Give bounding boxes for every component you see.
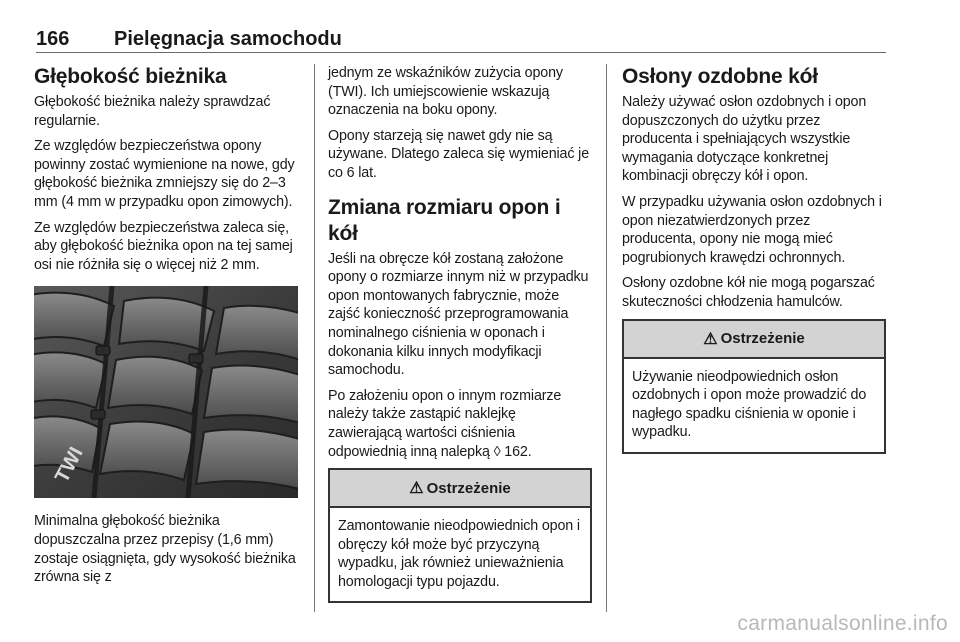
column-divider-2	[606, 64, 607, 612]
warning-title: Ostrzeżenie	[720, 330, 805, 348]
paragraph: Należy używać osłon ozdobnych i opon dopuszczonych do użytku przez producenta i spełniających wszystkie wymagania dotyczące konkretnej kombinacji obręczy kół i opon.	[622, 94, 867, 185]
warning-header	[330, 470, 590, 508]
warning-body	[330, 508, 590, 601]
column-2	[328, 64, 592, 603]
paragraph: Minimalna głębokość bieżnika dopuszczalna przez przepisy (1,6 mm) zostaje osiągnięta, gdy wysokość bieżnika zrówna się z	[34, 513, 296, 586]
warning-triangle-icon: ⚠	[703, 330, 718, 348]
paragraph: Po założeniu opon o innym rozmiarze należy także zastąpić naklejkę zawierającą wartości ciśnienia odpowiednią inną nalepką ◊ 162.	[328, 387, 562, 460]
warning-triangle-icon: ⚠	[409, 480, 424, 498]
page-header	[36, 28, 886, 53]
warning-box	[622, 319, 886, 454]
warning-header	[624, 321, 884, 359]
warning-text: Używanie nieodpowiednich osłon ozdobnych i opon może prowadzić do nagłego spadku ciśnienia w oponie i wypadku.	[632, 368, 867, 441]
paragraph: Ze względów bezpieczeństwa zaleca się, aby głębokość bieżnika opon na tej samej osi nie różniła się o więcej niż 2 mm.	[34, 219, 293, 273]
paragraph: Ze względów bezpieczeństwa opony powinny zostać wymienione na nowe, gdy głębokość bieżnika zmniejszy się do 2–3 mm (4 mm w przypadku opon zimowych).	[34, 138, 295, 210]
page-number: 166	[36, 28, 70, 50]
twi-marking: TWI	[51, 443, 88, 487]
warning-text: Zamontowanie nieodpowiednich opon i obręczy kół może być przyczyną wypadku, jak również unieważnienia homologacji typu pojazdu.	[338, 518, 580, 590]
tyre-tread-illustration	[34, 286, 298, 498]
paragraph: Jeśli na obręcze kół zostaną założone opony o rozmiarze innym niż w przypadku opon montowanych fabrycznie, może zajść konieczność przeprogramowania nominalnego ciśnienia w oponach i dokonania kilku innych modyfikacji samochodu.	[328, 250, 589, 379]
paragraph: Opony starzeją się nawet gdy nie są używane. Dlatego zaleca się wymieniać je co 6 lat.	[328, 127, 590, 181]
paragraph: W przypadku używania osłon ozdobnych i opon niezatwierdzonych przez producenta, opony nie mogą mieć pogrubionych krawędzi ochronnych.	[622, 193, 882, 266]
section-heading-tread-depth: Głębokość bieżnika	[34, 65, 227, 88]
column-divider-1	[314, 64, 315, 612]
warning-title: Ostrzeżenie	[426, 479, 511, 497]
paragraph: Osłony ozdobne kół nie mogą pogarszać skuteczności chłodzenia hamulców.	[622, 275, 875, 310]
section-heading-size-change: Zmiana rozmiaru opon i kół	[328, 195, 561, 245]
section-heading-wheel-covers: Osłony ozdobne kół	[622, 65, 818, 88]
warning-body	[624, 359, 884, 452]
warning-box	[328, 468, 592, 603]
column-3	[622, 64, 886, 454]
paragraph: jednym ze wskaźników zużycia opony (TWI). Ich umiejscowienie wskazują oznaczenia na boku opony.	[328, 65, 563, 119]
chapter-title: Pielęgnacja samochodu	[114, 28, 342, 50]
paragraph: Głębokość bieżnika należy sprawdzać regularnie.	[34, 94, 271, 129]
watermark: carmanualsonline.info	[737, 612, 948, 635]
column-1	[34, 64, 300, 594]
